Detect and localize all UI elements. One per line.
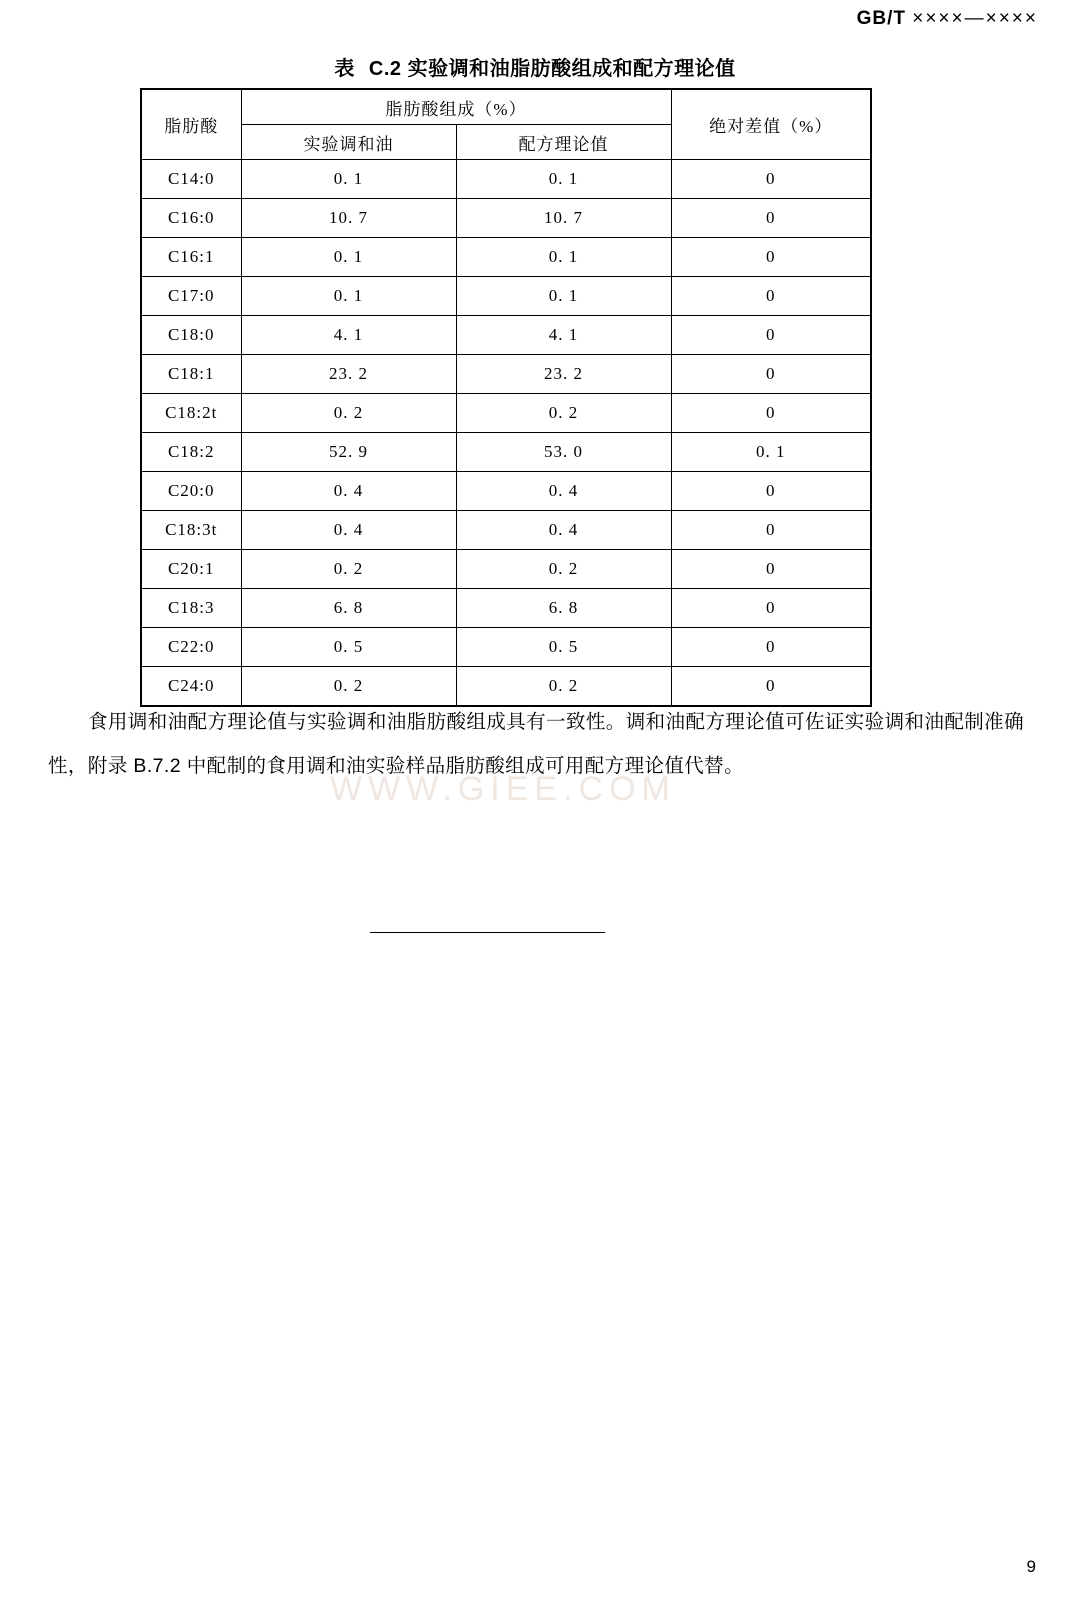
table-row [141, 589, 871, 628]
cell-experimental: 0. 5 [241, 628, 456, 667]
table-row [141, 277, 871, 316]
body-paragraph-text: 食用调和油配方理论值与实验调和油脂肪酸组成具有一致性。调和油配方理论值可佐证实验调和油配制准确性，附录 B.7.2 中配制的食用调和油实验样品脂肪酸组成可用配方理论值代替。 [48, 711, 1024, 777]
cell-experimental: 23. 2 [241, 355, 456, 394]
cell-diff: 0 [671, 277, 871, 316]
header-abs-diff: 绝对差值（%） [671, 89, 871, 160]
cell-acid: C16:1 [141, 238, 241, 277]
section-end-rule [370, 932, 605, 933]
table-row [141, 394, 871, 433]
fatty-acid-table-wrapper [140, 88, 870, 707]
cell-experimental: 6. 8 [241, 589, 456, 628]
cell-acid: C18:2t [141, 394, 241, 433]
cell-experimental: 52. 9 [241, 433, 456, 472]
cell-diff: 0 [671, 160, 871, 199]
cell-theoretical: 53. 0 [456, 433, 671, 472]
cell-acid: C20:0 [141, 472, 241, 511]
header-theoretical: 配方理论值 [456, 125, 671, 160]
cell-theoretical: 4. 1 [456, 316, 671, 355]
page-header [857, 8, 1038, 30]
cell-theoretical: 0. 1 [456, 277, 671, 316]
cell-acid: C14:0 [141, 160, 241, 199]
cell-diff: 0. 1 [671, 433, 871, 472]
cell-experimental: 0. 4 [241, 511, 456, 550]
cell-acid: C22:0 [141, 628, 241, 667]
table-row [141, 316, 871, 355]
cell-theoretical: 0. 1 [456, 238, 671, 277]
fatty-acid-table [140, 88, 872, 707]
table-row [141, 355, 871, 394]
cell-experimental: 0. 4 [241, 472, 456, 511]
cell-experimental: 4. 1 [241, 316, 456, 355]
cell-diff: 0 [671, 238, 871, 277]
table-caption [0, 52, 1070, 81]
cell-theoretical: 0. 2 [456, 550, 671, 589]
header-experimental: 实验调和油 [241, 125, 456, 160]
cell-theoretical: 0. 2 [456, 394, 671, 433]
table-row [141, 433, 871, 472]
standard-number: ××××—×××× [912, 8, 1038, 29]
cell-acid: C24:0 [141, 667, 241, 707]
cell-diff: 0 [671, 472, 871, 511]
cell-diff: 0 [671, 199, 871, 238]
cell-acid: C17:0 [141, 277, 241, 316]
cell-acid: C18:3 [141, 589, 241, 628]
cell-diff: 0 [671, 589, 871, 628]
body-paragraph [48, 700, 1024, 788]
cell-experimental: 10. 7 [241, 199, 456, 238]
watermark: WWW.GIEE.COM [330, 770, 676, 808]
cell-acid: C18:0 [141, 316, 241, 355]
cell-theoretical: 0. 1 [456, 160, 671, 199]
table-row [141, 238, 871, 277]
cell-experimental: 0. 1 [241, 238, 456, 277]
cell-theoretical: 0. 5 [456, 628, 671, 667]
header-composition-group: 脂肪酸组成（%） [241, 89, 671, 125]
cell-diff: 0 [671, 667, 871, 707]
cell-theoretical: 23. 2 [456, 355, 671, 394]
table-row [141, 550, 871, 589]
table-row [141, 472, 871, 511]
cell-theoretical: 0. 4 [456, 511, 671, 550]
cell-experimental: 0. 1 [241, 277, 456, 316]
cell-experimental: 0. 1 [241, 160, 456, 199]
cell-experimental: 0. 2 [241, 394, 456, 433]
cell-theoretical: 0. 2 [456, 667, 671, 707]
cell-diff: 0 [671, 628, 871, 667]
table-row [141, 199, 871, 238]
cell-experimental: 0. 2 [241, 550, 456, 589]
cell-acid: C18:3t [141, 511, 241, 550]
cell-diff: 0 [671, 550, 871, 589]
table-row [141, 511, 871, 550]
table-caption-number: C.2 [368, 58, 402, 80]
cell-experimental: 0. 2 [241, 667, 456, 707]
cell-theoretical: 6. 8 [456, 589, 671, 628]
table-row [141, 160, 871, 199]
table-caption-label: 表 [334, 58, 355, 80]
cell-diff: 0 [671, 316, 871, 355]
cell-diff: 0 [671, 511, 871, 550]
cell-acid: C16:0 [141, 199, 241, 238]
cell-acid: C18:1 [141, 355, 241, 394]
cell-acid: C20:1 [141, 550, 241, 589]
cell-theoretical: 10. 7 [456, 199, 671, 238]
header-fatty-acid: 脂肪酸 [141, 89, 241, 160]
table-caption-title: 实验调和油脂肪酸组成和配方理论值 [407, 58, 736, 80]
cell-theoretical: 0. 4 [456, 472, 671, 511]
cell-diff: 0 [671, 355, 871, 394]
cell-diff: 0 [671, 394, 871, 433]
cell-acid: C18:2 [141, 433, 241, 472]
standard-code: GB/T [856, 8, 906, 29]
table-row [141, 628, 871, 667]
page-number: 9 [1026, 1557, 1036, 1576]
table-header-row-1 [141, 89, 871, 125]
